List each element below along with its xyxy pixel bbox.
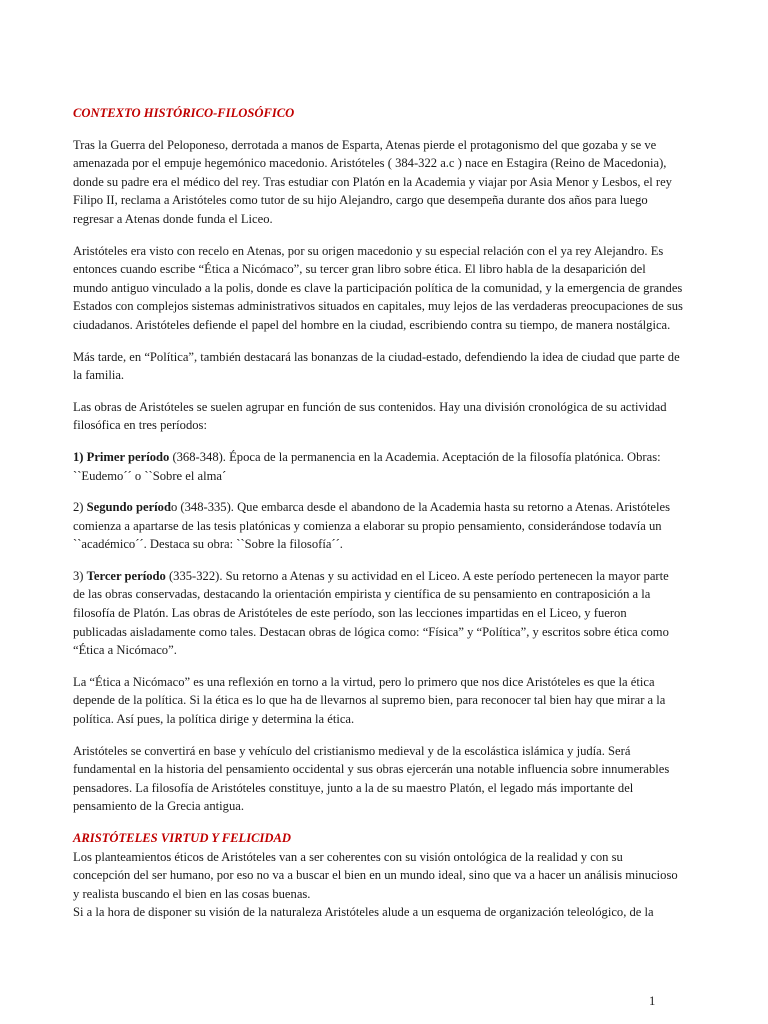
period-third <box>73 567 683 660</box>
paragraph-politics: Más tarde, en “Política”, también destacará las bonanzas de la ciudad-estado, defendiendo la idea de ciudad que parte de la familia. <box>73 349 680 383</box>
period-second-prefix: 2) <box>73 500 87 515</box>
paragraph-historical-context: Tras la Guerra del Peloponeso, derrotada a manos de Esparta, Atenas pierde el protagonismo del que gozaba y se ve amenazada por el empuje hegemónico macedonio. Aristóteles ( 384-322 a.c ) nace en Estagira (Reino de Macedonia), donde su padre era el médico del rey. Tras estudiar con Platón en la Academia y viajar por Asia Menor y Lesbos, el rey Filipo II, reclama a Aristóteles como tutor de su hijo Alejandro, cargo que desempeña durante dos años para luego regresar a Atenas donde funda el Liceo. <box>73 137 672 226</box>
paragraph-ethical-approach: Los planteamientos éticos de Aristóteles van a ser coherentes con su visión ontológica de la realidad y con su concepción del ser humano, por eso no va a buscar el bien en un mundo ideal, sino que va a hacer un análisis minucioso y realista buscando el bien en las cosas buenas. <box>73 849 678 901</box>
period-second-text: o (348-335). Que embarca desde el abandono de la Academia hasta su retorno a Atenas. Aristóteles comienza a apartarse de las tesis platónicas y comienza a elaborar su propio pensamiento, considerándose todavía un ``académico´´. Destaca su obra: ``Sobre la filosofía´´. <box>73 500 671 552</box>
period-third-text: (335-322). Su retorno a Atenas y su actividad en el Liceo. A este período pertenecen la mayor parte de las obras conservadas, destacando la orientación empirista y científica de su pensamiento en contraposición a la filosofía de Platón. Las obras de Aristóteles de este período, son las lecciones impartidas en el Liceo, y fueron publicadas aisladamente como tales. Destacan obras de lógica como: “Física” y “Política”, y escritos sobre ética como “Ética a Nicómaco”. <box>73 568 669 658</box>
period-second-label: Segundo períod <box>86 500 171 515</box>
period-first <box>73 448 683 485</box>
document-body <box>73 104 683 922</box>
paragraph-legacy: Aristóteles se convertirá en base y vehículo del cristianismo medieval y de la escolástica islámica y judía. Será fundamental en la historia del pensamiento occidental y sus obras ejercerán una notable influencia sobre innumerables pensadores. La filosofía de Aristóteles constituye, junto a la de su maestro Platón, el legado más importante del pensamiento de la Grecia antigua. <box>73 743 670 814</box>
page-number: 1 <box>649 994 656 1008</box>
paragraph-ethics-nicomachus: Aristóteles era visto con recelo en Atenas, por su origen macedonio y su especial relación con el ya rey Alejandro. Es entonces cuando escribe “Ética a Nicómaco”, su tercer gran libro sobre ética. El libro habla de la desaparición del mundo antiguo vinculado a la polis, donde es clave la participación política de la comunidad, y la emergencia de grandes Estados con complejos sistemas administrativos situados en capitales, muy lejos de las verdaderas preocupaciones de sus ciudadanos. Aristóteles defiende el papel del hombre en la ciudad, escribiendo contra su tiempo, de manera nostálgica. <box>73 243 683 332</box>
period-third-prefix: 3) <box>73 568 87 583</box>
paragraph-ethics-politics: La “Ética a Nicómaco” es una reflexión en torno a la virtud, pero lo primero que nos dice Aristóteles es que la ética depende de la política. Si la ética es lo que ha de llevarnos al supremo bien, para reconocer tal bien hay que mirar a la política. Así pues, la política dirige y determina la ética. <box>73 674 666 727</box>
period-first-text: (368-348). Época de la permanencia en la Academia. Aceptación de la filosofía platónica. Obras: ``Eudemo´´ o ``Sobre el alma´ <box>73 449 661 483</box>
paragraph-teleology: Si a la hora de disponer su visión de la naturaleza Aristóteles alude a un esquema de organización teleológico, de la <box>73 905 654 920</box>
paragraph-works-periods: Las obras de Aristóteles se suelen agrupar en función de sus contenidos. Hay una división cronológica de su actividad filosófica en tres períodos: <box>73 399 667 433</box>
section-heading-context: CONTEXTO HISTÓRICO-FILOSÓFICO <box>73 106 295 120</box>
period-third-label: Tercer período <box>86 568 166 583</box>
section-heading-virtue: ARISTÓTELES VIRTUD Y FELICIDAD <box>73 831 291 845</box>
period-second <box>73 498 683 554</box>
period-first-label: 1) Primer período <box>73 449 170 464</box>
